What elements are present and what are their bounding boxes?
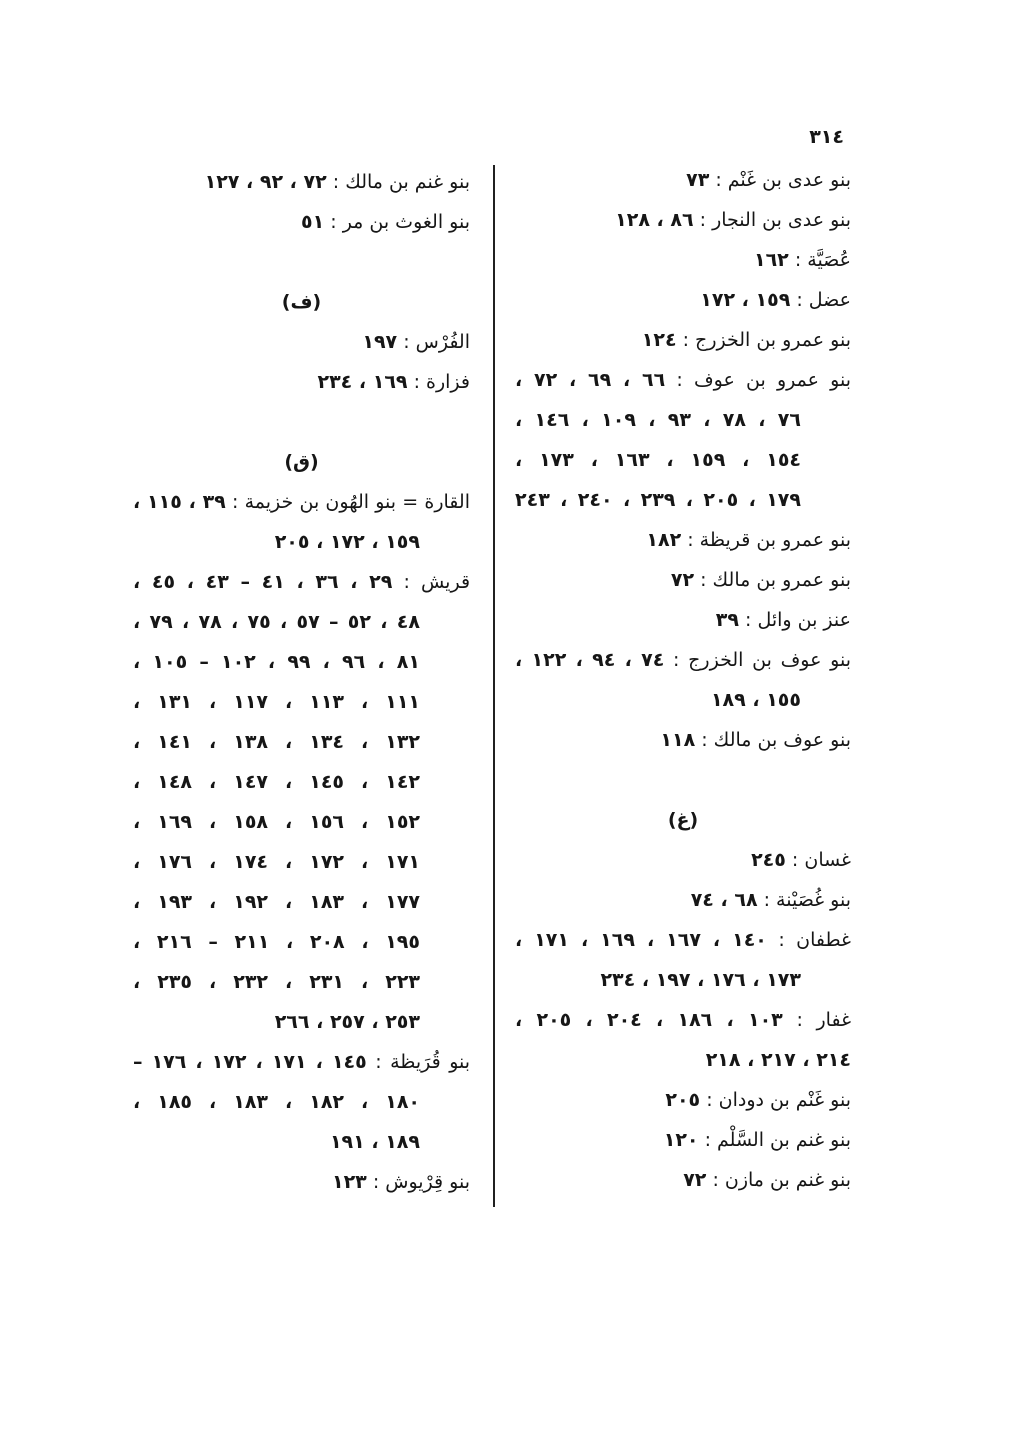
entry-pages: ١٥٤ ، ١٥٩ ، ١٦٣ ، ١٧٣ ، xyxy=(515,449,802,471)
index-entry-continuation xyxy=(133,522,470,562)
index-entry-continuation xyxy=(515,1040,851,1080)
entry-pages: ١٩٧ xyxy=(362,331,398,353)
index-entry-continuation xyxy=(133,602,470,642)
entry-pages: ١٥٥ ، ١٨٩ xyxy=(710,689,801,711)
entry-pages: ١٤٥ ، ١٧١ ، ١٧٢ ، ١٧٦ – xyxy=(133,1051,367,1073)
entry-name: بنو غنم بن مالك : xyxy=(332,171,470,193)
index-entry-continuation xyxy=(133,842,470,882)
entry-name: بنو عمرو بن مالك : xyxy=(700,569,851,591)
right-column xyxy=(515,160,851,1200)
left-column xyxy=(133,162,470,1202)
index-entry xyxy=(515,520,851,560)
index-entry-continuation xyxy=(133,922,470,962)
index-entry xyxy=(515,720,851,760)
entry-pages: ٧٢ xyxy=(670,569,695,591)
index-entry-continuation xyxy=(133,882,470,922)
entry-pages: ١١٨ xyxy=(660,729,696,751)
index-entry xyxy=(515,1120,851,1160)
entry-pages: ٧٦ ، ٧٨ ، ٩٣ ، ١٠٩ ، ١٤٦ ، xyxy=(515,409,801,431)
entry-name: بنو عمرو بن عوف : xyxy=(676,369,851,391)
entry-name: بنو قِرْيوش : xyxy=(372,1171,470,1193)
entry-name: القارة = بنو الهُون بن خزيمة : xyxy=(231,491,470,513)
entry-name: غطفان : xyxy=(778,929,851,951)
entry-pages: ١٥٢ ، ١٥٦ ، ١٥٨ ، ١٦٩ ، xyxy=(133,811,421,833)
entry-pages: ٧٤ ، ٩٤ ، ١٢٢ ، xyxy=(515,649,665,671)
index-entry-continuation xyxy=(133,642,470,682)
entry-name: غسان : xyxy=(791,849,851,871)
entry-pages: ١٢٣ xyxy=(331,1171,367,1193)
entry-pages: ٢٤٥ xyxy=(751,849,786,871)
column-divider xyxy=(493,165,495,1207)
index-entry xyxy=(515,240,851,280)
entry-pages: ١٢٠ xyxy=(663,1129,699,1151)
entry-name: بنو غَنْم بن دودان : xyxy=(706,1089,851,1111)
entry-pages: ١٧٣ ، ١٧٦ ، ١٩٧ ، ٢٣٤ xyxy=(600,969,801,991)
index-entry-continuation xyxy=(515,960,851,1000)
index-entry xyxy=(133,1042,470,1082)
entry-name: عُصَيَّة : xyxy=(794,249,851,271)
index-entry-continuation xyxy=(515,400,851,440)
entry-name: بنو عوف بن مالك : xyxy=(701,729,851,751)
index-entry-continuation xyxy=(515,680,851,720)
entry-pages: ١٤٠ ، ١٦٧ ، ١٦٩ ، ١٧١ ، xyxy=(515,929,767,951)
index-entry-continuation xyxy=(515,480,851,520)
entry-name: قريش : xyxy=(403,571,471,593)
index-entry-continuation xyxy=(133,1082,470,1122)
entry-pages: ٨١ ، ٩٦ ، ٩٩ ، ١٠٢ – ١٠٥ ، xyxy=(133,651,420,673)
index-entry xyxy=(133,162,470,202)
index-entry xyxy=(133,362,470,402)
entry-pages: ٢٢٣ ، ٢٣١ ، ٢٣٢ ، ٢٣٥ ، xyxy=(133,971,421,993)
index-entry xyxy=(515,920,851,960)
entry-name: بنو عدى بن النجار : xyxy=(699,209,851,231)
entry-pages: ٢٥٣ ، ٢٥٧ ، ٢٦٦ xyxy=(274,1011,420,1033)
index-entry xyxy=(515,640,851,680)
index-entry-continuation xyxy=(133,1122,470,1162)
entry-pages: ١٥٩ ، ١٧٢ xyxy=(700,289,791,311)
entry-pages: ٣٩ ، ١١٥ ، xyxy=(133,491,226,513)
entry-name: بنو عمرو بن الخزرج : xyxy=(682,329,851,351)
entry-pages: ١٧١ ، ١٧٢ ، ١٧٤ ، ١٧٦ ، xyxy=(133,851,421,873)
entry-name: بنو عوف بن الخزرج : xyxy=(673,649,851,671)
index-entry-continuation xyxy=(133,802,470,842)
entry-pages: ٧٣ xyxy=(686,169,710,191)
entry-pages: ٧٢ ، ٩٢ ، ١٢٧ xyxy=(204,171,327,193)
index-entry xyxy=(515,1000,851,1040)
entry-pages: ٣٩ xyxy=(715,609,739,631)
entry-pages: ٢١٤ ، ٢١٧ ، ٢١٨ xyxy=(705,1049,851,1071)
entry-pages: ١٨٩ ، ١٩١ xyxy=(329,1131,420,1153)
index-entry-continuation xyxy=(133,1002,470,1042)
entry-name: بنو غنم بن مازن : xyxy=(712,1169,851,1191)
index-entry xyxy=(133,482,470,522)
entry-pages: ٨٦ ، ١٢٨ xyxy=(615,209,694,231)
entry-pages: ٢٠٥ xyxy=(665,1089,701,1111)
index-entry xyxy=(133,1162,470,1202)
section-heading-ghain: (غ) xyxy=(667,809,699,831)
entry-pages: ١٤٢ ، ١٤٥ ، ١٤٧ ، ١٤٨ ، xyxy=(133,771,421,793)
index-entry-continuation xyxy=(133,722,470,762)
entry-name: بنو الغوث بن مر : xyxy=(330,211,470,233)
entry-name: غفار : xyxy=(796,1009,852,1031)
page-number: ٣١٤ xyxy=(809,126,844,148)
index-entry-continuation xyxy=(133,962,470,1002)
entry-name: بنو عدى بن غَنْم : xyxy=(715,169,851,191)
index-entry xyxy=(515,360,851,400)
index-entry xyxy=(515,880,851,920)
entry-pages: ١٥٩ ، ١٧٢ ، ٢٠٥ xyxy=(274,531,420,553)
index-entry xyxy=(515,160,851,200)
index-entry xyxy=(515,1080,851,1120)
index-entry xyxy=(515,280,851,320)
section-heading-feh: (ف) xyxy=(281,291,322,313)
entry-name: فزارة : xyxy=(413,371,470,393)
index-entry-continuation xyxy=(515,440,851,480)
entry-name: بنو عمرو بن قريظة : xyxy=(687,529,851,551)
entry-pages: ٧٢ xyxy=(683,1169,707,1191)
entry-pages: ٦٨ ، ٧٤ xyxy=(690,889,758,911)
index-entry xyxy=(515,560,851,600)
index-entry xyxy=(515,1160,851,1200)
index-entry xyxy=(133,562,470,602)
index-entry xyxy=(133,202,470,242)
index-entry xyxy=(515,600,851,640)
entry-pages: ٦٦ ، ٦٩ ، ٧٢ ، xyxy=(515,369,666,391)
entry-pages: ٢٩ ، ٣٦ ، ٤١ – ٤٣ ، ٤٥ ، xyxy=(133,571,393,593)
entry-pages: ١٢٤ xyxy=(641,329,677,351)
entry-name: بنو قُرَيظة : xyxy=(375,1051,471,1073)
entry-pages: ٥١ xyxy=(301,211,325,233)
index-entry-continuation xyxy=(133,682,470,722)
entry-name: عنز بن وائل : xyxy=(745,609,851,631)
index-entry xyxy=(515,200,851,240)
entry-pages: ١١١ ، ١١٣ ، ١١٧ ، ١٣١ ، xyxy=(133,691,421,713)
entry-pages: ١٠٣ ، ١٨٦ ، ٢٠٤ ، ٢٠٥ ، xyxy=(515,1009,783,1031)
section-heading-qaf: (ق) xyxy=(284,451,319,473)
entry-name: بنو غنم بن السَّلْم : xyxy=(704,1129,851,1151)
entry-pages: ١٩٥ ، ٢٠٨ ، ٢١١ – ٢١٦ ، xyxy=(133,931,420,953)
index-entry-continuation xyxy=(133,762,470,802)
entry-pages: ١٦٢ xyxy=(753,249,789,271)
entry-pages: ١٨٢ xyxy=(646,529,682,551)
entry-pages: ١٣٢ ، ١٣٤ ، ١٣٨ ، ١٤١ ، xyxy=(133,731,421,753)
entry-pages: ١٨٠ ، ١٨٢ ، ١٨٣ ، ١٨٥ ، xyxy=(133,1091,421,1113)
index-entry xyxy=(515,320,851,360)
index-entry xyxy=(133,322,470,362)
entry-name: عضل : xyxy=(796,289,851,311)
entry-name: بنو غُصَيْنة : xyxy=(763,889,851,911)
entry-name: الفُرْس : xyxy=(403,331,470,353)
entry-pages: ١٧٩ ، ٢٠٥ ، ٢٣٩ ، ٢٤٠ ، ٢٤٣ xyxy=(515,489,801,511)
entry-pages: ٤٨ ، ٥٢ – ٥٧ ، ٧٥ ، ٧٨ ، ٧٩ ، xyxy=(133,611,420,633)
entry-pages: ١٧٧ ، ١٨٣ ، ١٩٢ ، ١٩٣ ، xyxy=(133,891,421,913)
entry-pages: ١٦٩ ، ٢٣٤ xyxy=(317,371,408,393)
index-entry xyxy=(515,840,851,880)
